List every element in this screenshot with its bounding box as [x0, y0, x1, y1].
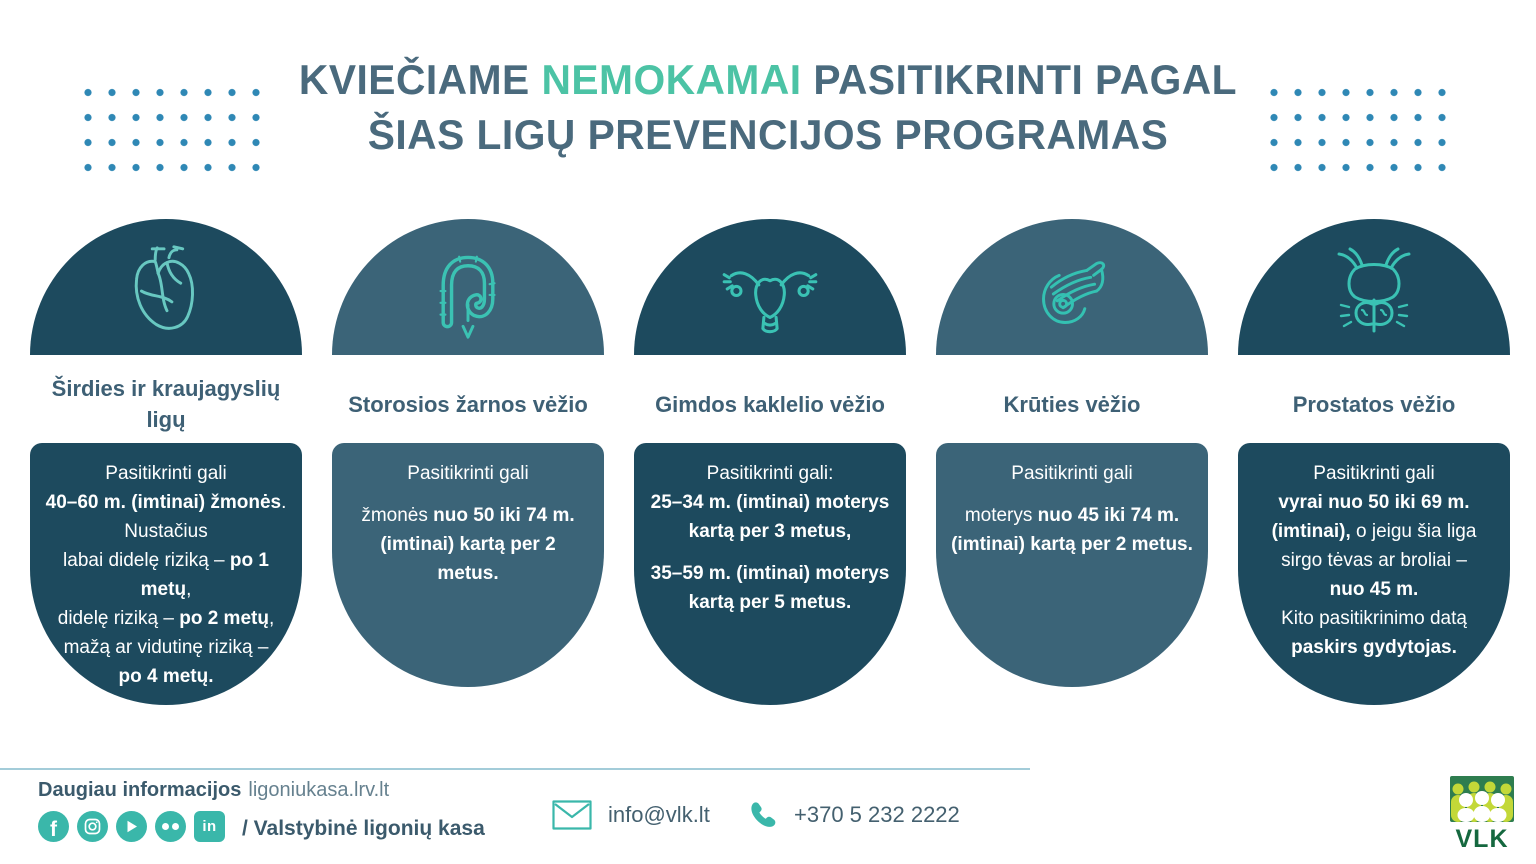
footer-divider — [0, 768, 1030, 770]
program-column-breast — [936, 219, 1208, 705]
title-line1 — [23, 52, 1513, 107]
colon-dome — [332, 219, 604, 355]
linkedin-icon[interactable]: in — [194, 811, 225, 842]
phone-contact — [748, 800, 960, 830]
social-icons — [38, 811, 225, 842]
program-card: Pasitikrinti gali moterys nuo 45 iki 74 m. (imtinai) kartą per 2 metus. — [936, 443, 1208, 687]
title-post: PASITIKRINTI PAGAL — [801, 56, 1238, 103]
instagram-icon[interactable] — [77, 811, 108, 842]
title-highlight: NEMOKAMAI — [541, 56, 802, 103]
uterus-dome — [634, 219, 906, 355]
account-name: / Valstybinė ligonių kasa — [242, 817, 485, 840]
program-card: Pasitikrinti gali 40–60 m. (imtinai) žmonės. Nustačius labai didelę riziką – po 1 metų, didelę riziką – po 2 metų, mažą ar vidutinę riziką – po 4 metų. — [30, 443, 302, 705]
program-column-colon — [332, 219, 604, 705]
breast-exam-icon — [1018, 240, 1126, 348]
program-card: Pasitikrinti gali: 25–34 m. (imtinai) moterys kartą per 3 metus, 35–59 m. (imtinai) moterys kartą per 5 metus. — [634, 443, 906, 705]
program-card: Pasitikrinti gali žmonės nuo 50 iki 74 m. (imtinai) kartą per 2 metus. — [332, 443, 604, 687]
email-contact — [552, 800, 710, 830]
heart-dome — [30, 219, 302, 355]
program-title: Krūties vėžio — [1003, 391, 1141, 417]
program-columns — [30, 219, 1510, 705]
phone-icon — [748, 800, 778, 830]
email-text[interactable]: info@vlk.lt — [608, 802, 710, 827]
program-column-cervix — [634, 219, 906, 705]
website-link[interactable]: ligoniukasa.lrv.lt — [248, 779, 390, 801]
program-column-heart — [30, 219, 302, 705]
program-card: Pasitikrinti gali vyrai nuo 50 iki 69 m. (imtinai), o jeigu šia liga sirgo tėvas ar broliai – nuo 45 m. Kito pasitikrinimo datą paskirs gydytojas. — [1238, 443, 1510, 705]
more-info-label: Daugiau informacijos — [38, 779, 242, 801]
page-title — [23, 52, 1513, 162]
uterus-icon — [714, 238, 826, 350]
more-info — [38, 779, 389, 802]
title-line2: ŠIAS LIGŲ PREVENCIJOS PROGRAMAS — [367, 111, 1169, 158]
vlk-logo-people — [1450, 776, 1514, 822]
prostate-icon — [1319, 239, 1429, 349]
heart-icon — [112, 240, 220, 348]
prostate-dome — [1238, 219, 1510, 355]
program-title: Prostatos vėžio — [1292, 391, 1456, 417]
vlk-logo-text: VLK — [1455, 825, 1509, 853]
vlk-logo — [1447, 776, 1517, 854]
title-pre: KVIEČIAME — [298, 56, 542, 103]
program-title: Gimdos kaklelio vėžio — [655, 391, 885, 417]
program-column-prostate — [1238, 219, 1510, 705]
program-title: Storosios žarnos vėžio — [348, 391, 588, 417]
breast-dome — [936, 219, 1208, 355]
youtube-icon[interactable] — [116, 811, 147, 842]
colon-icon — [414, 240, 522, 348]
flickr-icon[interactable] — [155, 811, 186, 842]
phone-text[interactable]: +370 5 232 2222 — [794, 802, 960, 827]
facebook-icon[interactable]: f — [38, 811, 69, 842]
program-title: Širdies ir kraujagyslių ligų — [51, 376, 281, 432]
envelope-icon — [552, 800, 592, 830]
